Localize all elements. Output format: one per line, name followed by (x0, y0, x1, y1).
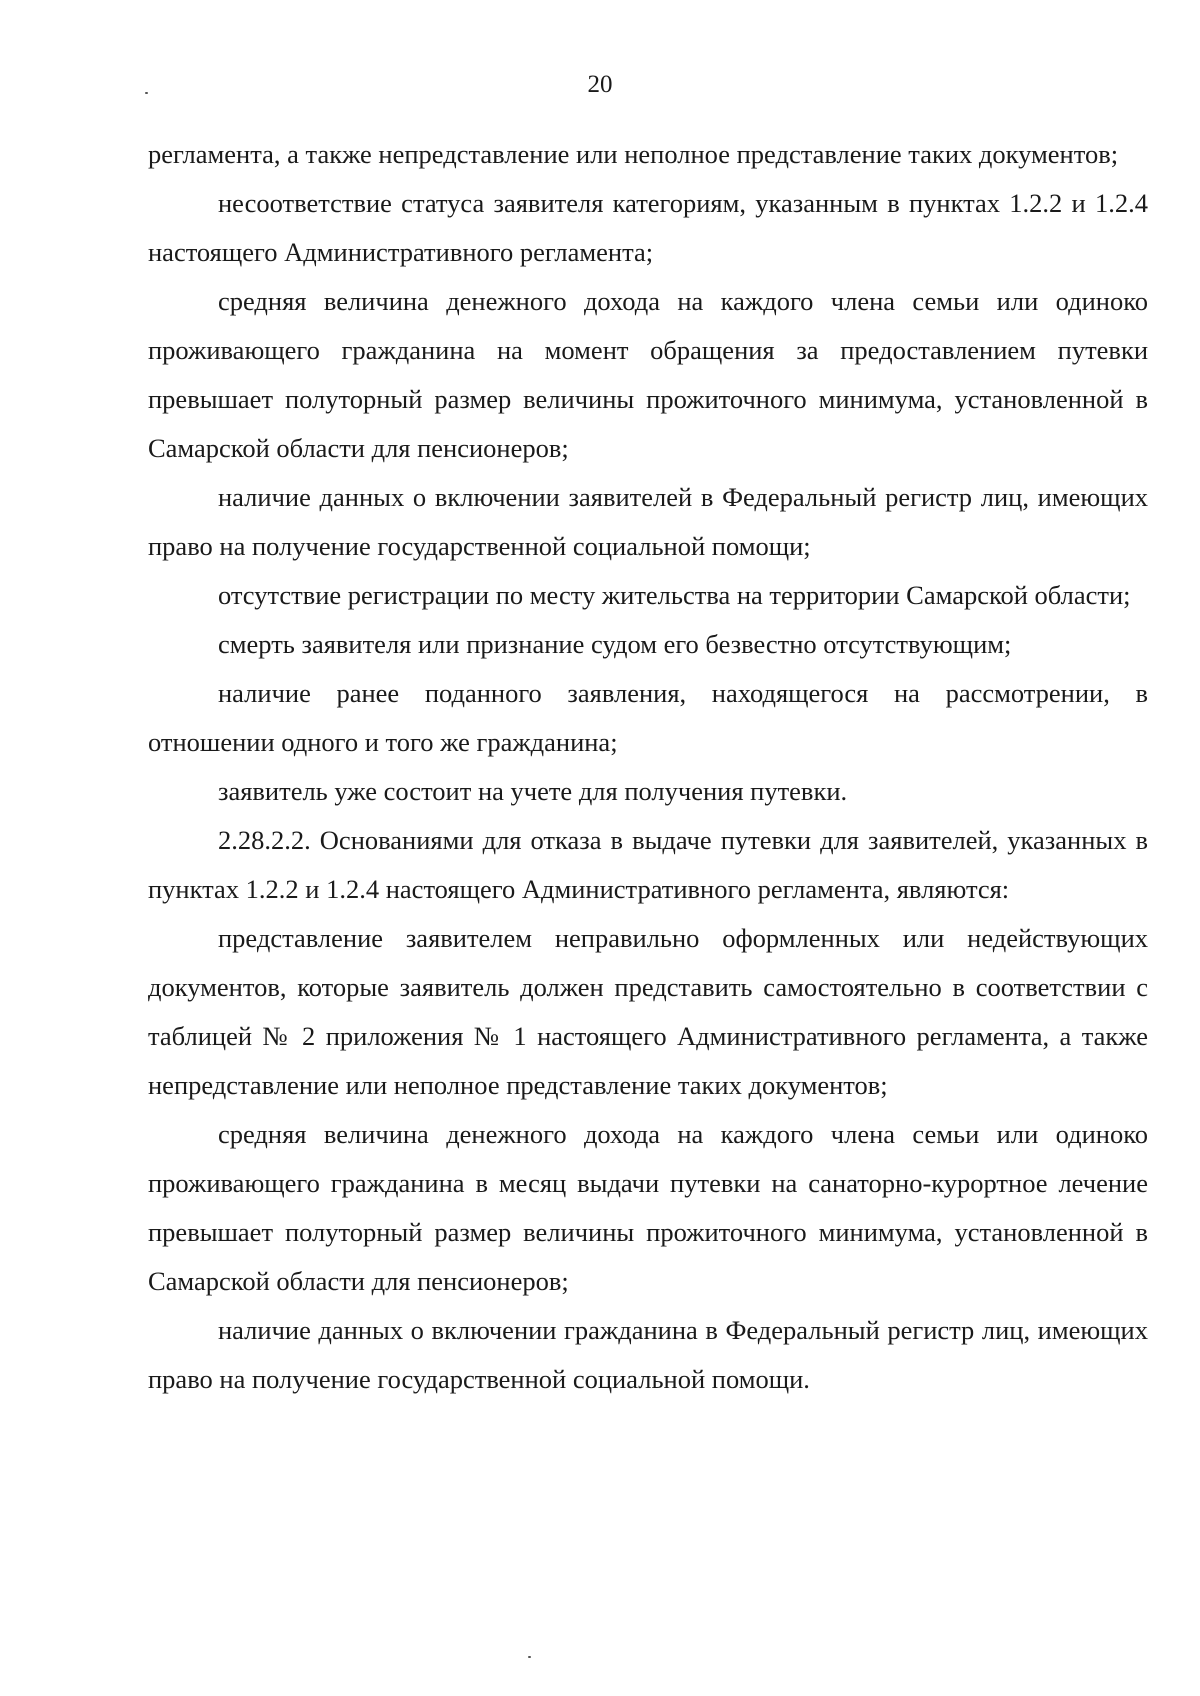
paragraph-status-mismatch: несоответствие статуса заявителя категориям, указанным в пунктах 1.2.2 и 1.2.4 настоящего Административного регламента; (148, 188, 1148, 267)
document-body (148, 130, 1148, 1404)
paragraph-no-registration: отсутствие регистрации по месту жительства на территории Самарской области; (218, 580, 1131, 610)
paragraph-invalid-documents: представление заявителем неправильно оформленных или недействующих документов, которые заявитель должен представить самостоятельно в соответствии с таблицей № 2 приложения № 1 настоящего Административного регламента, а также непредставление или неполное представление таких документов; (148, 923, 1148, 1100)
paragraph-already-registered: заявитель уже состоит на учете для получения путевки. (218, 776, 848, 806)
paragraph-federal-register-citizen: наличие данных о включении гражданина в Федеральный регистр лиц, имеющих право на получение государственной социальной помощи. (148, 1315, 1148, 1394)
paragraph-section-2-28-2-2: 2.28.2.2. Основаниями для отказа в выдаче путевки для заявителей, указанных в пунктах 1.2.2 и 1.2.4 настоящего Административного регламента, являются: (148, 825, 1148, 904)
paragraph-pending-application: наличие ранее поданного заявления, находящегося на рассмотрении, в отношении одного и того же гражданина; (148, 678, 1148, 757)
paragraph-income-exceeds: средняя величина денежного дохода на каждого члена семьи или одиноко проживающего гражданина на момент обращения за предоставлением путевки превышает полуторный размер величины прожиточного минимума, установленной в Самарской области для пенсионеров; (148, 286, 1148, 463)
scan-speck (528, 1656, 531, 1658)
page-number: 20 (587, 71, 613, 98)
paragraph-federal-register: наличие данных о включении заявителей в Федеральный регистр лиц, имеющих право на получение государственной социальной помощи; (148, 482, 1148, 561)
paragraph-income-month: средняя величина денежного дохода на каждого члена семьи или одиноко проживающего гражданина в месяц выдачи путевки на санаторно-курортное лечение превышает полуторный размер величины прожиточного минимума, установленной в Самарской области для пенсионеров; (148, 1119, 1148, 1296)
scan-speck (145, 92, 148, 94)
paragraph-death: смерть заявителя или признание судом его безвестно отсутствующим; (218, 629, 1012, 659)
paragraph-continuation: регламента, а также непредставление или неполное представление таких документов; (148, 139, 1119, 169)
